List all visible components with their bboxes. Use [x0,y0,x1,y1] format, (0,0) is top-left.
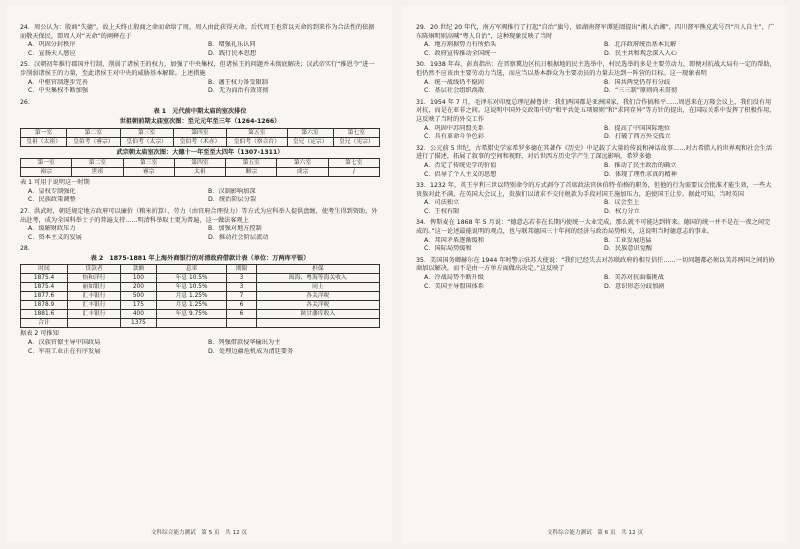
question-31 [416,99,776,142]
table-cell: 200 [120,283,156,292]
question-stem: 据表 2 可推知 [20,330,59,338]
right-page-content [416,24,776,294]
table-cell: 裕宗 [21,168,72,177]
option-a: A．统一战线仍不稳固 [424,78,484,86]
table-header: 时间 [21,265,68,274]
option-c: C．中央集权不断加强 [28,87,89,95]
table-cell: 6 [227,310,257,319]
option-a: A．中枢官制逐步完善 [28,78,88,86]
option-c: C．民族政策调整 [28,196,76,204]
table-cell: 6 [227,301,257,310]
options [416,237,776,254]
table-header: 第五室 [226,159,277,168]
table-cell: 睿宗 [123,168,174,177]
option-a: A．否定了传统史学的价值 [424,161,497,169]
option-b: B．北洋政府统治基本瓦解 [604,41,677,49]
options [416,162,776,179]
option-d: D．无为而治有效贯彻 [208,87,269,95]
option-c: C．国际局势缓和 [424,245,472,253]
table-cell: 100 [120,274,156,283]
question-number: 28. [20,245,30,253]
table-header: 第六室 [287,128,333,137]
question-stem: 29．20 世纪 20 年代，南方军阀推行了打起“自治”旗号，如湖南督军谭延闿提出“湘人治湘”，四川督军熊克武号召“川人自主”，广东陈炯明则高喊“粤人自治”，这种现象反映了当时 [416,24,775,40]
table-cell: 1875.4 [21,283,68,292]
question-stem: 27．洪武时，朝廷规定地方政府可以廉价（粮米折算）、劳力（由官府合理役力）等方式为应科举人提供盘缠，使考生得到资助，外出赴考，成为全国科举士子的普遍支持……明清科举取士更为普遍，这一做法客观上 [20,207,378,224]
table-header: 第四室 [174,159,225,168]
table-cell: 合计 [21,319,68,328]
option-d: D．民族意识觉醒 [604,245,653,253]
table-cell: 皇祖（太祖） [21,137,67,146]
table-header: 第三室 [123,159,174,168]
options [20,225,380,242]
option-b: B．推动了民主政治的确立 [604,161,677,169]
option-b: B．加强对地方控制 [208,225,262,233]
table-cell: 闽海、粤海等海关收入 [256,274,379,283]
table-cell [156,319,226,328]
table-row [21,301,380,310]
table-header: 款额 [120,265,156,274]
option-d: D．权力分立 [604,207,640,215]
option-d: D．意识形态分歧加剧 [604,282,665,290]
table-cell: 3 [227,274,257,283]
question-stem: 表 1 可用于说明这一时期 [20,179,90,187]
table-cell: 1877.6 [21,292,68,301]
table-header: 第六室 [277,159,328,168]
option-d: D．体现了理性求真的精神 [604,170,677,178]
option-d: D．“三三制”原则尚未贯彻 [604,87,678,95]
left-page-content [20,24,380,359]
table-cell: 175 [120,301,156,310]
table-header: 息率 [156,265,226,274]
table-row [21,168,380,177]
table-subtitle: 武宗朝太庙室次图：大德十一年至至大四年（1307-1311） [116,148,284,156]
question-24 [20,24,380,58]
option-d: D．民主共和观念深入人心 [604,49,677,57]
option-a: A．缓解财政压力 [28,225,76,233]
table-row [21,292,380,301]
right-page [402,6,788,543]
table-cell: 年息 10.5% [156,274,226,283]
table-cell: 7 [227,292,257,301]
table-header: 第四室 [173,128,226,137]
question-stem: 25．汉朝初年推行郡国并行制，削弱了诸侯王的权力，加强了中央集权，但诸侯王的问题并未彻底解决；汉武帝实行“推恩令”进一步削弱诸侯王的力量，至此诸侯王对中央的威胁基本解除。上述措施 [20,61,375,77]
table-header: 第一室 [21,159,72,168]
table-cell: 400 [120,310,156,319]
table-cell: 月息 1.25% [156,301,226,310]
table-caption: 表 1 元代前中期太庙的室次排位 [153,108,247,116]
option-b: B．藩王权力备受限制 [208,78,268,86]
question-28 [20,245,380,356]
option-b: B．工业发展迅猛 [604,236,652,244]
option-b: B．列强借款侵华输出为主 [208,339,281,347]
table-row [21,283,380,292]
table-header: 贷款者 [68,265,121,274]
question-34 [416,219,776,253]
option-c: C．基层社会组织涣散 [424,87,485,95]
option-c: C．具有革命斗争色彩 [424,133,485,141]
table-cell: 皇兄（宪宗） [333,137,379,146]
table-cell: 1875.4 [21,274,68,283]
option-c: C．倡导了个人主义的思想 [424,170,497,178]
question-number: 26. [20,98,30,106]
table-cell: 顺宗 [226,168,277,177]
table-cell: 皇伯考（太宗） [120,137,173,146]
options [416,199,776,216]
table-cell: / [328,168,379,177]
table-cell: 1881.6 [21,310,68,319]
option-c: C．王权有限 [424,207,460,215]
table-header: 第五室 [227,128,287,137]
option-a: A．冷战局势不断升级 [424,274,484,282]
option-a: A．皇权专制强化 [28,187,76,195]
option-a: A．邦国矛盾逐渐缓和 [424,236,484,244]
options [20,339,380,356]
page-footer: 文科综合能力测试 第 5 页 共 12 页 [150,530,248,536]
option-a: A．司法独立 [424,199,460,207]
table-row [21,137,380,146]
question-stem: 30．1938 年春，彭真指出：在晋察冀边区抗日根据地的民主选举中，村民选举的多是主要劳动力，即便对抗战大局有一定的帮助，但仍然不应该由主要劳动力当选，而应当以基本群众为主要动员的力量去达到一阵营的目标。这一现象表明 [416,61,776,77]
question-stem: 24．周公认为：殷商“失德”，故上天终止殷商之命而命给了周，周人由此获得天命。后代周王也常以天命的到来作为合法性的依据而敬天保民，即周人对“天命”的阐释在于 [20,24,375,40]
question-stem: 35．美国国务卿赫尔在 1944 年时警示驻苏大使说：“我们已经失去对苏联政府的相互信任……一切问题都必须以美苏两国之间的协商加以解决，而不是由一方单方面做出决定。”这反映了 [416,256,775,273]
table-cell: 皇兄（定宗） [287,137,333,146]
table-cell: 3 [227,283,257,292]
table-caption: 表 2 1875-1881 年上海外商银行的对清政府借款计表（单位：万两库平银） [90,254,310,262]
table-row [21,274,380,283]
page-footer: 文科综合能力测试 第 6 页 共 12 页 [546,530,644,536]
option-d: D．践行民本思想 [208,49,257,57]
table-cell: 同上 [256,283,379,292]
table-cell: 年息 10.5% [156,283,226,292]
options [20,79,380,96]
table-cell [68,319,121,328]
option-b: B．国共两党仍存有分歧 [604,78,671,86]
options [416,41,776,58]
option-c: C．政府宣传推动全国统一 [424,49,497,57]
question-29 [416,24,776,58]
temple-table-1 [20,128,380,147]
option-d: D．统治阶层分裂 [208,196,257,204]
left-page [6,6,392,543]
table-row [21,310,380,319]
table-header: 期限 [227,265,257,274]
option-b: B．增强礼乐认同 [208,41,256,49]
options [20,41,380,58]
table-cell: 陕甘藩库收入 [256,310,379,319]
option-a: A．巩固中苏同盟关系 [424,124,484,132]
question-stem: 31．1954 年 7 月，毛泽东对印度总理尼赫鲁讲：我们两国都是亚洲国家，我们合作搞和平……周恩来在万隆会议上，我们没有用对抗，而是在亚非之间。这说明中国外交政策中的“和平共处五项原则”和“求同存异”等方针的提出，在国际关系中发挥了积极作用，这反映了当时的外交工作 [416,98,776,123]
table-header: 第一室 [21,128,67,137]
table-cell: 月息 1.25% [156,292,226,301]
option-b: B．议会至上 [604,199,640,207]
table-cell: 汇丰银行 [68,301,121,310]
table-cell: 皇伯考（察合台） [227,137,287,146]
option-a: A．地方割据势力有所抬头 [424,41,497,49]
option-c: C．军用工业正在有序发展 [28,347,101,355]
option-b: B．提高了中国国际地位 [604,124,671,132]
question-stem: 32．公元前 5 世纪，古希腊史学家希罗多德在其著作《历史》中记载了大量的传说和神话故事……对古希腊人的世界观和社会生活进行了描述，拓展了叙事的空间和视野，对后世西方历史学产生了深远影响，希罗多德 [416,144,773,161]
table-header: 第二室 [72,159,123,168]
table-cell: 1878.9 [21,301,68,310]
table-header: 担保 [256,265,379,274]
question-35 [416,257,776,291]
table-cell: 汇丰银行 [68,310,121,319]
table-header-row [21,128,380,137]
options [20,188,380,205]
table-cell: 皇伯考（睿宗） [67,137,120,146]
table-total-row [21,319,380,328]
table-cell: 各关洋税 [256,292,379,301]
table-cell: 500 [120,292,156,301]
table-cell [227,319,257,328]
option-b: B．汉制影响加深 [208,187,256,195]
options [416,274,776,291]
table-header: 第三室 [120,128,173,137]
option-d: D．推动社会阶层流动 [208,233,269,241]
question-stem: 34．俾斯麦在 1868 年 5 月说：“德意志若非在长期内使统一大业完成，那么就不可能达到将来。德国的统一并不是在一夜之间完成的。”这一论述最能说明的观点，也与联邦德国三十年间的经济与政治局势相关，这说明当时德意志的事业。 [416,219,771,236]
table-cell: 汇丰银行 [68,292,121,301]
option-c: C．宣扬天人感应 [28,49,76,57]
table-cell: 皇伯考（术赤） [173,137,226,146]
table-cell: 世祖 [72,168,123,177]
table-subtitle: 世祖朝前期太庙室次图：至元元年至三年（1264-1266） [119,117,281,125]
table-cell: 成宗 [277,168,328,177]
table-cell: 丽如银行 [68,283,121,292]
question-25 [20,61,380,95]
options [416,79,776,96]
question-stem: 33．1232 年，英王亨利三世以特别命令的方式剥夺了首席政法官休伯特·伯格的职务，但他的行为需要议会批准才能生效，一些大贵族对此不满，在英国大会议上，贵族们以请求不交付税款为手段对国王施加压力，迫使国王让步。据此可知，当时英国 [416,182,772,198]
table-header-row [21,159,380,168]
option-d: D．处理边疆危机成为清廷要务 [208,347,294,355]
table-header-row [21,265,380,274]
question-33 [416,182,776,216]
question-30 [416,61,776,95]
loan-table [20,264,380,328]
option-a: A．汉族官僚主导中国政局 [28,339,101,347]
option-c: C．美国主导盟国体系 [424,282,485,290]
table-cell [256,319,379,328]
question-27 [20,208,380,242]
option-c: C．资本主义的发展 [28,233,82,241]
table-header: 第二室 [67,128,120,137]
question-32 [416,145,776,179]
question-26 [20,99,380,205]
temple-table-2 [20,158,380,177]
option-d: D．打破了西方外交孤立 [604,133,671,141]
table-cell: 太祖 [174,168,225,177]
table-cell: 1375 [120,319,156,328]
options [416,125,776,142]
option-b: B．美苏对抗面临挑战 [604,274,664,282]
table-cell: 怡和洋行 [68,274,121,283]
table-header: 第七室 [328,159,379,168]
table-cell: 年息 9.75% [156,310,226,319]
table-cell: 各关洋税 [256,301,379,310]
table-header: 第七室 [333,128,379,137]
option-a: A．巩固分封秩序 [28,41,76,49]
